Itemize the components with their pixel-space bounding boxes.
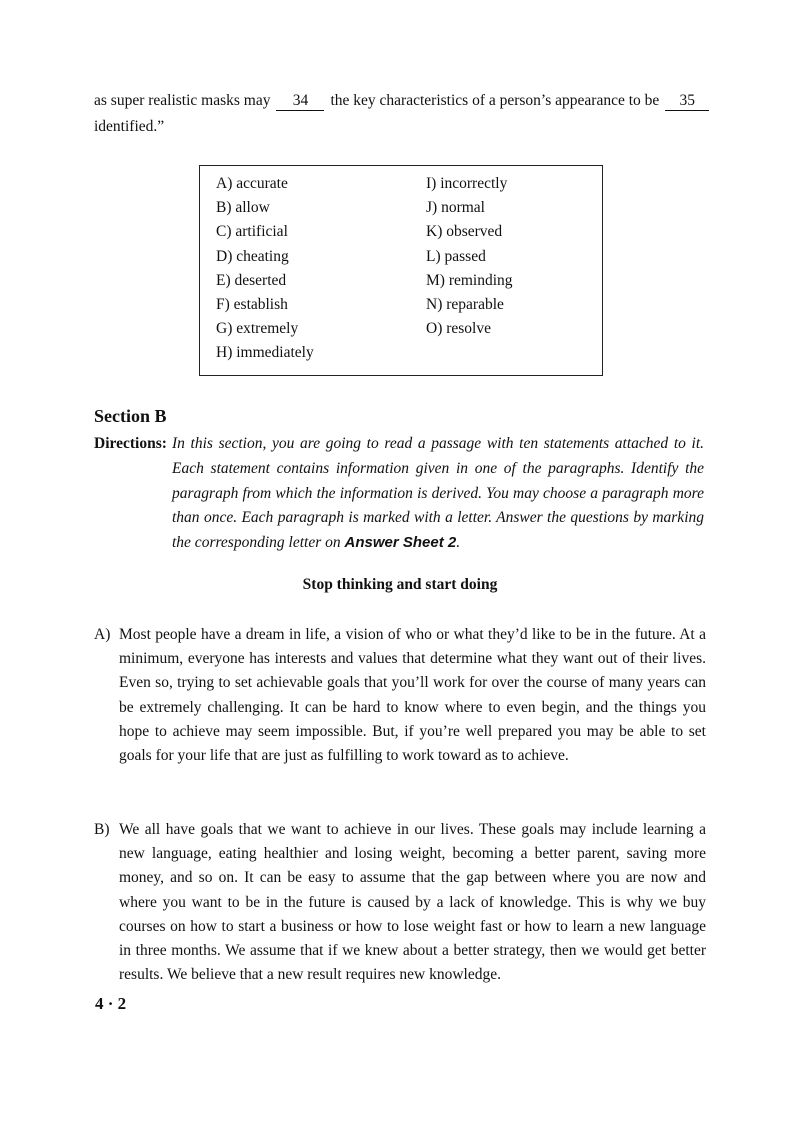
word-option: B) allow <box>216 199 270 217</box>
blank-35: 35 <box>665 92 709 111</box>
passage-title: Stop thinking and start doing <box>302 576 498 593</box>
word-bank-right-column <box>426 172 513 341</box>
word-option: D) cheating <box>216 247 289 265</box>
word-bank <box>199 165 603 376</box>
word-option: C) artificial <box>216 223 288 241</box>
continuation-text-start: as super realistic masks may <box>94 92 271 109</box>
paragraph-letter: B) <box>94 821 110 838</box>
word-option: A) accurate <box>216 175 288 192</box>
question-continuation <box>94 88 714 140</box>
paragraph-text: Most people have a dream in life, a vision of who or what they’d like to be in the future. At a minimum, everyone has interests and values that determine what they want out of their lives. Even so, trying to set achievable goals that you’ll work for over the course of many years can be extremely challenging. It can be hard to know where to even begin, and the things you hope to achieve may seem impossible. But, if you’re well prepared you may be able to set goals for your life that are just as fulfilling to work toward as to achieve. <box>119 626 706 765</box>
word-option: F) establish <box>216 295 288 313</box>
word-option: L) passed <box>426 247 486 265</box>
word-bank-left-column <box>216 172 314 366</box>
word-option: E) deserted <box>216 271 287 289</box>
paragraph-letter: A) <box>94 626 111 643</box>
section-title: Section B <box>94 406 167 426</box>
word-option: M) reminding <box>426 271 513 289</box>
paragraph-text: We all have goals that we want to achieve in our lives. These goals may include learning a new language, eating healthier and losing weight, becoming a better parent, saving more money, and so on. It can be easy to assume that the gap between where you are now and where you want to be in the future is caused by a lack of knowledge. This is why we buy courses on how to start a business or how to lose weight fast or how to learn a new language in three months. We assume that if we knew about a better strategy, then we would get better results. We believe that a new result requires new knowledge. <box>119 821 706 984</box>
word-option: O) resolve <box>426 320 491 338</box>
page-number: 4 · 2 <box>95 994 127 1013</box>
word-option: K) observed <box>426 223 503 241</box>
blank-34: 34 <box>276 92 324 111</box>
answer-sheet-reference: Answer Sheet 2 <box>344 534 457 552</box>
continuation-text-end: identified.” <box>94 118 165 135</box>
directions-body: In this section, you are going to read a passage with ten statements attached to it. Each statement contains information given in one of the paragraphs. Identify the paragraph from which the information is derived. You may choose a paragraph more than once. Each paragraph is marked with a letter. Answer the questions by marking the corresponding letter on <box>172 435 704 552</box>
directions-label: Directions: <box>94 435 167 452</box>
directions-end: . <box>456 534 461 552</box>
directions-text <box>172 432 704 556</box>
word-option: H) immediately <box>216 344 314 362</box>
continuation-text-middle: the key characteristics of a person’s appearance to be <box>330 92 660 109</box>
word-option: N) reparable <box>426 295 504 313</box>
word-option: I) incorrectly <box>426 175 508 192</box>
word-option: G) extremely <box>216 320 299 338</box>
word-option: J) normal <box>426 199 485 217</box>
